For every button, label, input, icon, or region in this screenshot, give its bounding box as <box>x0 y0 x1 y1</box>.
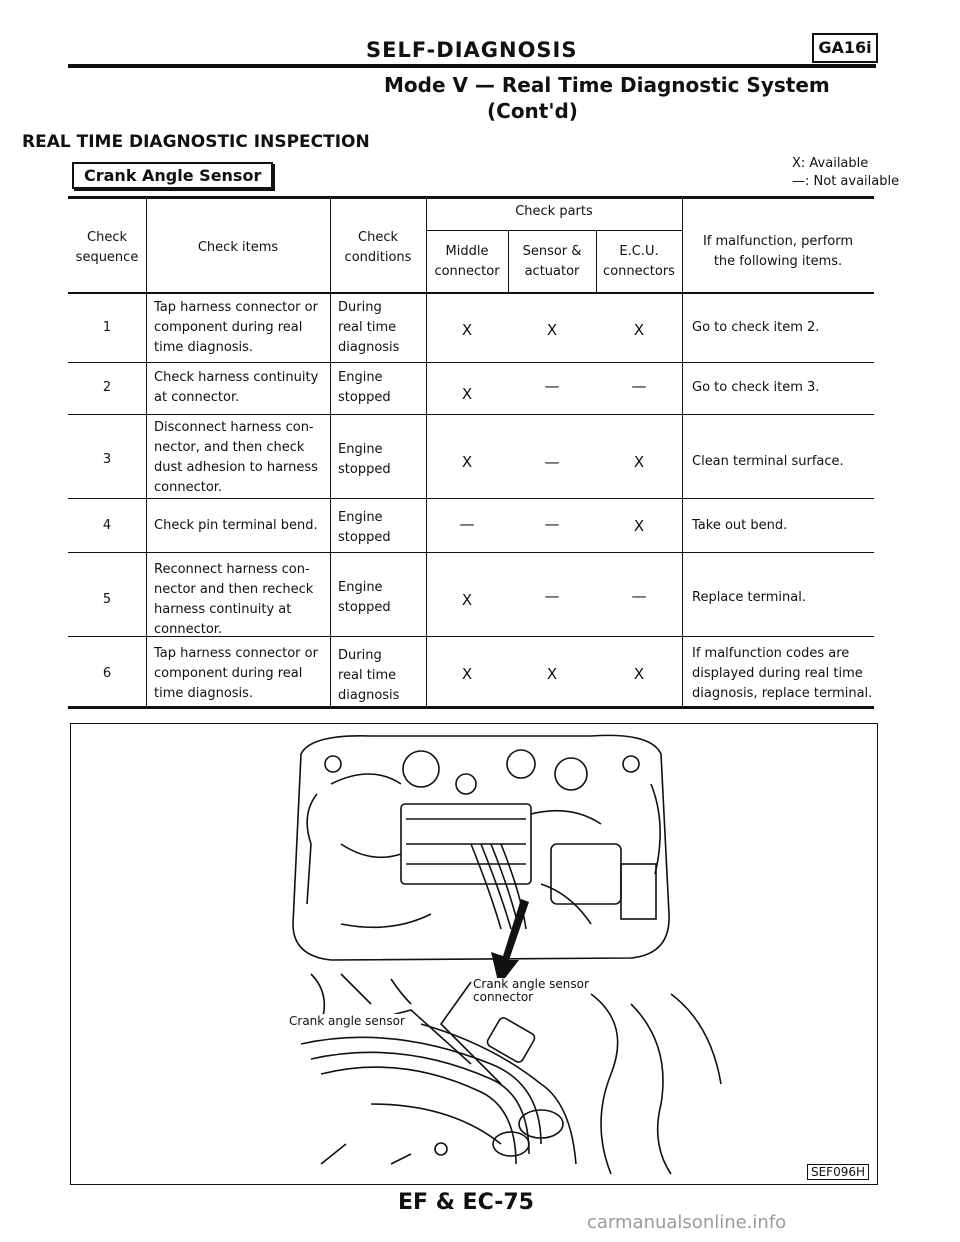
row-1-action: Go to check item 2. <box>692 320 820 335</box>
mode-subtitle: (Cont'd) <box>487 99 578 123</box>
row-5-seq: 5 <box>102 592 112 607</box>
col-divider <box>330 196 331 708</box>
pointer-arrow-icon <box>491 899 529 986</box>
row-2-ecu: — <box>631 377 647 395</box>
header-conditions: Check conditions <box>344 230 412 265</box>
row-6-sensor: X <box>546 665 558 683</box>
engine-illustration <box>70 723 878 1185</box>
legend-not-available: —: Not available <box>792 174 900 189</box>
engine-drawing <box>71 724 877 1184</box>
col-divider <box>146 196 147 708</box>
row-4-middle: — <box>459 515 475 533</box>
row-4-sensor: — <box>544 515 560 533</box>
row-4-seq: 4 <box>102 518 112 533</box>
table-bottom-rule <box>68 706 874 709</box>
page-number: EF & EC-75 <box>398 1190 534 1215</box>
header-rule <box>68 64 876 68</box>
callout-sensor-connector: Crank angle sensor connector <box>473 977 589 1004</box>
col-divider <box>682 196 683 708</box>
page-header-title: SELF-DIAGNOSIS <box>366 38 578 62</box>
check-parts-rule <box>426 230 682 231</box>
row-1-ecu: X <box>633 321 645 339</box>
row-1-sensor: X <box>546 321 558 339</box>
row-2-conditions: Engine stopped <box>338 370 391 405</box>
row-2-sensor: — <box>544 377 560 395</box>
engine-code-badge: GA16i <box>812 33 878 63</box>
row-2-action: Go to check item 3. <box>692 380 820 395</box>
table-top-rule <box>68 196 874 199</box>
row-6-action: If malfunction codes are displayed during real time diagnosis, replace terminal. <box>692 646 873 701</box>
header-middle-connector: Middle connector <box>434 244 500 279</box>
table-header-rule <box>68 292 874 294</box>
row-1-seq: 1 <box>102 320 112 335</box>
row-rule <box>68 498 874 499</box>
row-6-items: Tap harness connector or component during real time diagnosis. <box>154 646 318 701</box>
row-5-conditions: Engine stopped <box>338 580 391 615</box>
row-3-ecu: X <box>633 453 645 471</box>
header-check-parts: Check parts <box>515 204 593 219</box>
row-rule <box>68 552 874 553</box>
row-2-middle: X <box>461 385 473 403</box>
row-5-sensor: — <box>544 587 560 605</box>
row-3-action: Clean terminal surface. <box>692 454 844 469</box>
row-4-action: Take out bend. <box>692 518 788 533</box>
row-5-action: Replace terminal. <box>692 590 806 605</box>
row-3-conditions: Engine stopped <box>338 442 391 477</box>
header-ecu-connectors: E.C.U. connectors <box>603 244 675 279</box>
row-rule <box>68 414 874 415</box>
row-1-middle: X <box>461 321 473 339</box>
row-6-seq: 6 <box>102 666 112 681</box>
inspection-table <box>68 196 874 708</box>
header-sensor-actuator: Sensor & actuator <box>522 244 582 279</box>
component-label: Crank Angle Sensor <box>72 162 273 189</box>
row-6-conditions: During real time diagnosis <box>338 648 400 703</box>
row-3-items: Disconnect harness con- nector, and then check dust adhesion to harness connector. <box>154 420 318 495</box>
watermark: carmanualsonline.info <box>587 1212 787 1233</box>
row-5-items: Reconnect harness con- nector and then recheck harness continuity at connector. <box>154 562 314 637</box>
row-1-conditions: During real time diagnosis <box>338 300 400 355</box>
row-6-ecu: X <box>633 665 645 683</box>
row-3-sensor: — <box>544 453 560 471</box>
row-5-ecu: — <box>631 587 647 605</box>
header-items: Check items <box>197 240 279 255</box>
row-rule <box>68 362 874 363</box>
section-title: REAL TIME DIAGNOSTIC INSPECTION <box>22 132 370 152</box>
row-1-items: Tap harness connector or component during real time diagnosis. <box>154 300 318 355</box>
row-2-items: Check harness continuity at connector. <box>154 370 319 405</box>
mode-title: Mode V — Real Time Diagnostic System <box>384 73 830 97</box>
figure-code: SEF096H <box>807 1164 869 1180</box>
legend <box>792 155 899 191</box>
row-6-middle: X <box>461 665 473 683</box>
callout-sensor: Crank angle sensor <box>289 1014 405 1028</box>
row-4-items: Check pin terminal bend. <box>154 518 318 533</box>
row-3-middle: X <box>461 453 473 471</box>
row-4-conditions: Engine stopped <box>338 510 391 545</box>
header-action: If malfunction, perform the following items. <box>702 234 854 269</box>
row-3-seq: 3 <box>102 452 112 467</box>
legend-available: X: Available <box>792 156 869 171</box>
header-sequence: Check sequence <box>75 230 139 265</box>
row-5-middle: X <box>461 591 473 609</box>
row-4-ecu: X <box>633 517 645 535</box>
row-2-seq: 2 <box>102 380 112 395</box>
